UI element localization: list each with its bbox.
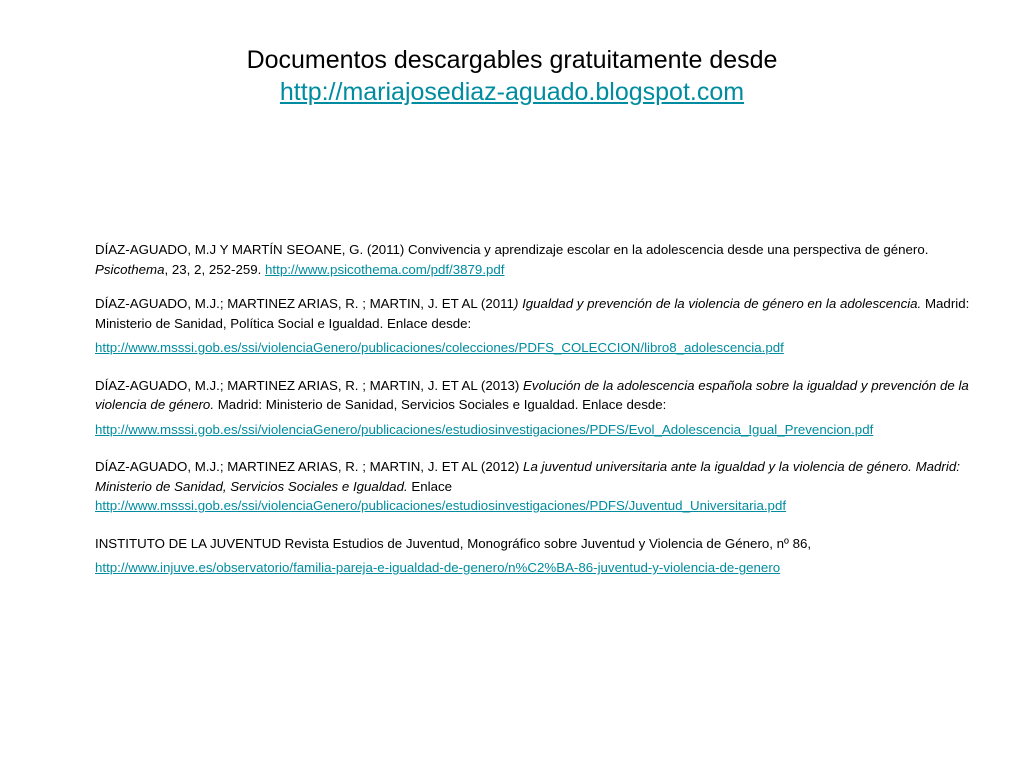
reference-title: La juventud universitaria ante la igualdad y la violencia de género. Madrid: Ministerio de Sanidad, Servicios Sociales e Igualdad.	[95, 459, 960, 494]
reference-link[interactable]: http://www.msssi.gob.es/ssi/violenciaGenero/publicaciones/estudiosinvestigaciones/PDFS/Evol_Adolescencia_Igual_Prevencion.pdf	[95, 421, 874, 437]
reference-link[interactable]: http://www.psicothema.com/pdf/3879.pdf	[265, 261, 505, 277]
reference-item	[95, 457, 985, 516]
blog-link[interactable]: http://mariajosediaz-aguado.blogspot.com	[279, 78, 745, 106]
reference-link[interactable]: http://www.injuve.es/observatorio/familia-pareja-e-igualdad-de-genero/n%C2%BA-86-juventud-y-violencia-de-genero	[95, 560, 781, 575]
reference-authors: DÍAZ-AGUADO, M.J.; MARTINEZ ARIAS, R. ; MARTIN, J. ET AL (2013)	[95, 377, 524, 393]
reference-item	[95, 240, 985, 279]
slide-title	[0, 44, 1024, 108]
title-text: Documentos descargables gratuitamente desde	[246, 46, 778, 74]
reference-publisher: Madrid: Ministerio de Sanidad, Servicios Sociales e Igualdad. Enlace desde:	[214, 397, 667, 412]
reference-item	[95, 534, 985, 578]
reference-item	[95, 376, 985, 440]
reference-item	[95, 294, 985, 358]
reference-publisher: Enlace	[407, 478, 453, 494]
reference-title: Igualdad y prevención de la violencia de género en la adolescencia.	[518, 296, 922, 311]
reference-publisher: Madrid: Ministerio de Sanidad, Política Social e Igualdad. Enlace desde:	[95, 296, 970, 331]
reference-link[interactable]: http://www.msssi.gob.es/ssi/violenciaGenero/publicaciones/colecciones/PDFS_COLECCION/libro8_adolescencia.pdf	[95, 340, 784, 355]
reference-text: INSTITUTO DE LA JUVENTUD Revista Estudios de Juventud, Monográfico sobre Juventud y Violencia de Género, nº 86,	[95, 535, 812, 551]
reference-authors: DÍAZ-AGUADO, M.J.; MARTINEZ ARIAS, R. ; MARTIN, J. ET AL (2012)	[95, 459, 524, 474]
reference-paren: )	[513, 296, 519, 311]
reference-link[interactable]: http://www.msssi.gob.es/ssi/violenciaGenero/publicaciones/estudiosinvestigaciones/PDFS/Juventud_Universitaria.pdf	[95, 498, 787, 513]
reference-details: , 23, 2, 252-259.	[164, 261, 266, 277]
reference-authors: DÍAZ-AGUADO, M.J.; MARTINEZ ARIAS, R. ; MARTIN, J. ET AL (2011	[95, 296, 514, 311]
reference-title: Evolución de la adolescencia española sobre la igualdad y prevención de la violencia de género.	[95, 377, 969, 412]
reference-list	[95, 240, 985, 591]
reference-journal: Psicothema	[95, 261, 165, 277]
reference-authors: DÍAZ-AGUADO, M.J Y MARTÍN SEOANE, G. (2011) Convivencia y aprendizaje escolar en la adolescencia desde una perspectiva de género.	[95, 242, 929, 257]
